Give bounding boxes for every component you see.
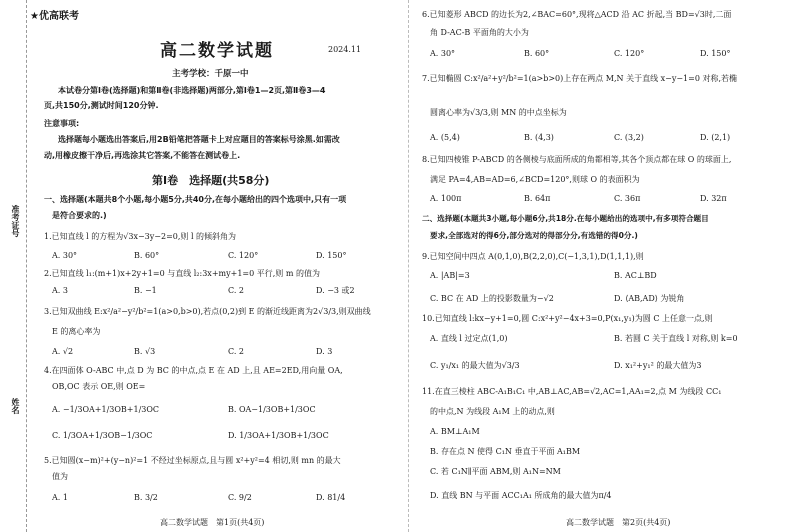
- question-stem: 6.已知菱形 ABCD 的边长为2,∠BAC=60°,现将△ACD 沿 AC 折起,当 BD=√3时,二面: [422, 10, 732, 19]
- option-d: D. ⟨AB,AD⟩ 为锐角: [614, 294, 685, 303]
- section1-title: 第Ⅰ卷 选择题(共58分): [152, 174, 270, 187]
- option-b: B. √3: [134, 347, 156, 356]
- option-c: C. 120°: [614, 49, 645, 58]
- option-d: D. 1/3OA+1/3OB+1/3OC: [228, 431, 329, 440]
- question-stem: 4.在四面体 O-ABC 中,点 D 为 BC 的中点,点 E 在 AD 上,且 AE=2ED,用向量 OA,: [44, 366, 343, 375]
- option-a: A. √2: [52, 347, 74, 356]
- question-stem: 8.已知四棱锥 P-ABCD 的各侧棱与底面所成的角都相等,其各个顶点都在球 O 的球面上,: [422, 155, 732, 164]
- option-c: C. 2: [228, 286, 245, 295]
- option-b: B. 64π: [524, 194, 551, 203]
- question-stem-cont: 的中点,N 为线段 A₁M 上的动点,则: [430, 407, 555, 416]
- question-stem: 10.已知直线 l:kx−y+1=0,圆 C:x²+y²−4x+3=0,P(x₁,y₁)为圆 C 上任意一点,则: [422, 314, 713, 323]
- question-stem-cont: OB,OC 表示 OE,则 OE=: [52, 382, 146, 391]
- option-b: B. 3/2: [134, 493, 158, 502]
- option-c: C. 若 C₁N∥平面 ABM,则 A₁N=NM: [430, 467, 561, 476]
- option-d: D. 150°: [316, 251, 347, 260]
- question-stem: 3.已知双曲线 E:x²/a²−y²/b²=1(a>0,b>0),若点(0,2)到 E 的渐近线距离为2√3/3,则双曲线: [44, 307, 371, 316]
- part2-heading-line-1: 二、选择题(本题共3小题,每小题6分,共18分.在每小题给出的选项中,有多项符合题目: [422, 214, 709, 223]
- option-a: A. 3: [52, 286, 68, 295]
- option-c: C. (3,2): [614, 133, 644, 142]
- option-b: B. 60°: [134, 251, 160, 260]
- option-d: D. 32π: [700, 194, 727, 203]
- exam-date: 2024.11: [328, 45, 362, 54]
- option-a: A. BM⊥A₁M: [430, 427, 480, 436]
- question-stem-cont: 满足 PA=4,AB=AD=6,∠BCD=120°,则球 O 的表面积为: [430, 175, 640, 184]
- option-c: C. 36π: [614, 194, 641, 203]
- part2-heading-line-2: 要求,全部选对的得6分,部分选对的得部分分,有选错的得0分.): [430, 231, 638, 240]
- option-c: C. BC 在 AD 上的投影数量为−√2: [430, 294, 554, 303]
- question-stem-cont: E 的离心率为: [52, 327, 101, 336]
- exam-id-label: 准考证号: [11, 205, 20, 237]
- option-a: A. |AB|=3: [430, 271, 470, 280]
- option-d: D. 3: [316, 347, 333, 356]
- name-label: 姓名: [11, 398, 20, 414]
- option-d: D. (2,1): [700, 133, 731, 142]
- option-b: B. −1: [134, 286, 157, 295]
- part1-heading-line-2: 是符合要求的.): [52, 211, 107, 220]
- question-stem-cont: 值为: [52, 472, 68, 481]
- option-b: B. 若圆 C 关于直线 l 对称,则 k=0: [614, 334, 738, 343]
- intro-line-2: 页,共150分,测试时间120分钟.: [44, 101, 159, 110]
- exam-badge: ★优高联考: [30, 11, 79, 22]
- question-stem: 1.已知直线 l 的方程为√3x−3y−2=0,则 l 的倾斜角为: [44, 232, 237, 241]
- page-title: 高二数学试题: [160, 41, 274, 61]
- question-stem: 9.已知空间中四点 A(0,1,0),B(2,2,0),C(−1,3,1),D(1,1,1),则: [422, 252, 644, 261]
- part1-heading-line-1: 一、选择题(本题共8个小题,每小题5分,共40分,在每小题给出的四个选项中,只有一项: [44, 195, 347, 204]
- question-stem: 11.在直三棱柱 ABC-A₁B₁C₁ 中,AB⊥AC,AB=√2,AC=1,AA₁=2,点 M 为线段 CC₁: [422, 387, 722, 396]
- question-stem: 7.已知椭圆 C:x²/a²+y²/b²=1(a>b>0)上存在两点 M,N 关于直线 x−y−1=0 对称,若椭: [422, 74, 738, 83]
- option-a: A. 1: [52, 493, 68, 502]
- intro-line-1: 本试卷分第Ⅰ卷(选择题)和第Ⅱ卷(非选择题)两部分,第Ⅰ卷1—2页,第Ⅱ卷3—4: [58, 86, 326, 95]
- option-c: C. y₁/x₁ 的最大值为√3/3: [430, 361, 520, 370]
- option-a: A. (5,4): [430, 133, 460, 142]
- option-c: C. 2: [228, 347, 245, 356]
- question-stem: 2.已知直线 l₁:(m+1)x+2y+1=0 与直线 l₂:3x+my+1=0 平行,则 m 的值为: [44, 269, 320, 278]
- option-b: B. OA−1/3OB+1/3OC: [228, 405, 316, 414]
- page-divider: [408, 0, 409, 532]
- option-a: A. 30°: [52, 251, 78, 260]
- option-b: B. 存在点 N 使得 C₁N 垂直于平面 A₁BM: [430, 447, 581, 456]
- host-school: 主考学校：千原一中: [172, 69, 249, 79]
- option-d: D. 直线 BN 与平面 ACC₁A₁ 所成角的最大值为π/4: [430, 491, 612, 500]
- question-stem-cont: 角 D-AC-B 平面角的大小为: [430, 28, 529, 37]
- notice-line-1: 选择题每小题选出答案后,用2B铅笔把答题卡上对应题目的答案标号涂黑.如需改: [58, 135, 340, 144]
- notice-title: 注意事项:: [44, 119, 80, 128]
- question-stem: 5.已知圆(x−m)²+(y−n)²=1 不经过坐标原点,且与圆 x²+y²=4 相切,则 mn 的最大: [44, 456, 341, 465]
- option-c: C. 1/3OA+1/3OB−1/3OC: [52, 431, 153, 440]
- option-b: B. 60°: [524, 49, 550, 58]
- option-a: A. 直线 l 过定点(1,0): [430, 334, 508, 343]
- footer-left: 高二数学试题 第1页(共4页): [160, 518, 265, 527]
- footer-right: 高二数学试题 第2页(共4页): [566, 518, 671, 527]
- option-d: D. x₁²+y₁² 的最大值为3: [614, 361, 702, 370]
- binding-line: [26, 0, 27, 532]
- notice-line-2: 动,用橡皮擦干净后,再选涂其它答案,不能答在测试卷上.: [44, 151, 241, 160]
- option-b: B. AC⊥BD: [614, 271, 657, 280]
- option-d: D. 81/4: [316, 493, 346, 502]
- option-b: B. (4,3): [524, 133, 554, 142]
- option-a: A. −1/3OA+1/3OB+1/3OC: [52, 405, 160, 414]
- option-d: D. 150°: [700, 49, 731, 58]
- option-c: C. 120°: [228, 251, 259, 260]
- option-c: C. 9/2: [228, 493, 252, 502]
- option-a: A. 30°: [430, 49, 456, 58]
- option-a: A. 100π: [430, 194, 462, 203]
- question-stem-cont: 圆离心率为√3/3,则 MN 的中点坐标为: [430, 108, 567, 117]
- option-d: D. −3 或2: [316, 286, 355, 295]
